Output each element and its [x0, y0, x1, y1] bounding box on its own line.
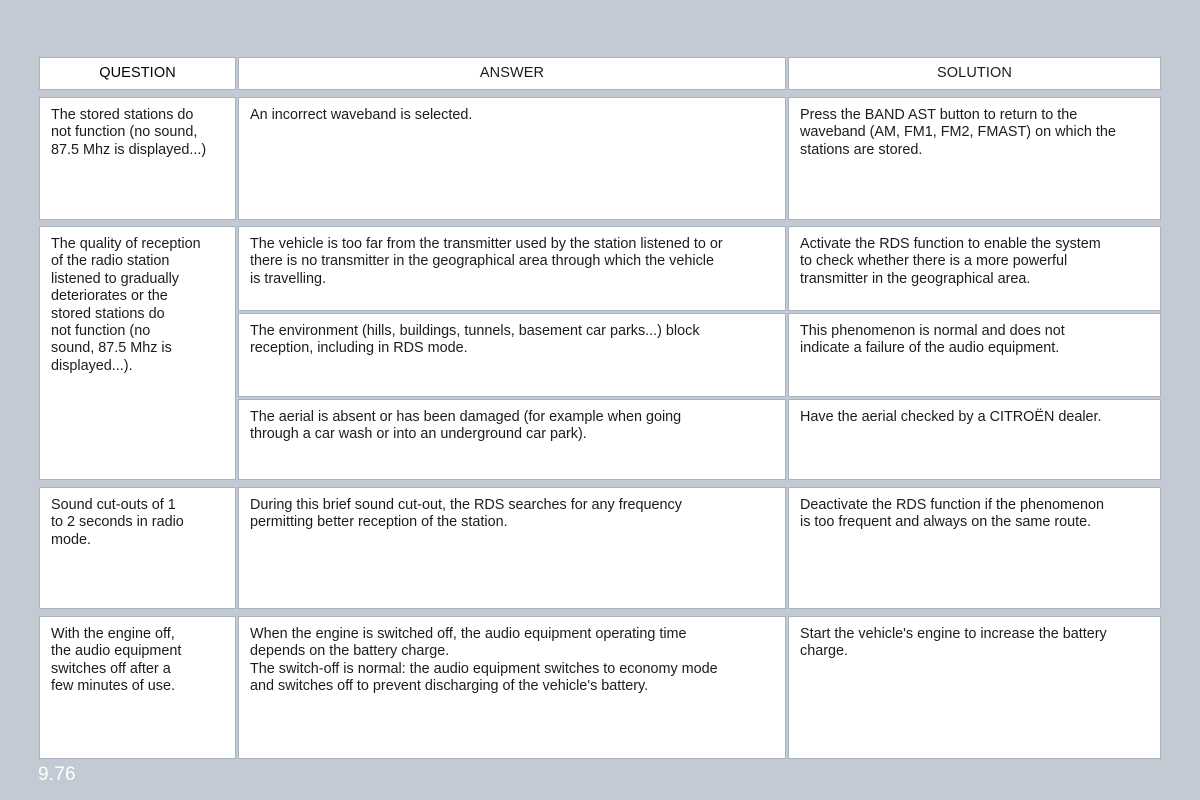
question-cell: With the engine off, the audio equipment switches off after a few minutes of use.	[39, 616, 236, 759]
solution-cell: Press the BAND AST button to return to the waveband (AM, FM1, FM2, FMAST) on which the stations are stored.	[788, 97, 1161, 220]
answer-cell: An incorrect waveband is selected.	[238, 97, 786, 220]
header-question: QUESTION	[39, 57, 236, 90]
solution-cell: Activate the RDS function to enable the system to check whether there is a more powerful transmitter in the geographical area.	[788, 226, 1161, 311]
question-cell: The quality of reception of the radio station listened to gradually deteriorates or the stored stations do not function (no sound, 87.5 Mhz is displayed...).	[39, 226, 236, 480]
solution-cell: Deactivate the RDS function if the phenomenon is too frequent and always on the same route.	[788, 487, 1161, 609]
answer-cell: During this brief sound cut-out, the RDS searches for any frequency permitting better reception of the station.	[238, 487, 786, 609]
answer-cell: The vehicle is too far from the transmitter used by the station listened to or there is no transmitter in the geographical area through which the vehicle is travelling.	[238, 226, 786, 311]
answer-cell: The environment (hills, buildings, tunnels, basement car parks...) block reception, including in RDS mode.	[238, 313, 786, 397]
question-cell: The stored stations do not function (no sound, 87.5 Mhz is displayed...)	[39, 97, 236, 220]
page-number: 9.76	[38, 764, 76, 785]
question-cell: Sound cut-outs of 1 to 2 seconds in radio mode.	[39, 487, 236, 609]
answer-cell: When the engine is switched off, the audio equipment operating time depends on the battery charge. The switch-off is normal: the audio equipment switches to economy mode and switches off to prevent discharging of the vehicle's battery.	[238, 616, 786, 759]
solution-cell: This phenomenon is normal and does not indicate a failure of the audio equipment.	[788, 313, 1161, 397]
answer-cell: The aerial is absent or has been damaged (for example when going through a car wash or into an underground car park).	[238, 399, 786, 480]
solution-cell: Have the aerial checked by a CITROËN dealer.	[788, 399, 1161, 480]
solution-cell: Start the vehicle's engine to increase the battery charge.	[788, 616, 1161, 759]
header-answer: ANSWER	[238, 57, 786, 90]
header-solution: SOLUTION	[788, 57, 1161, 90]
